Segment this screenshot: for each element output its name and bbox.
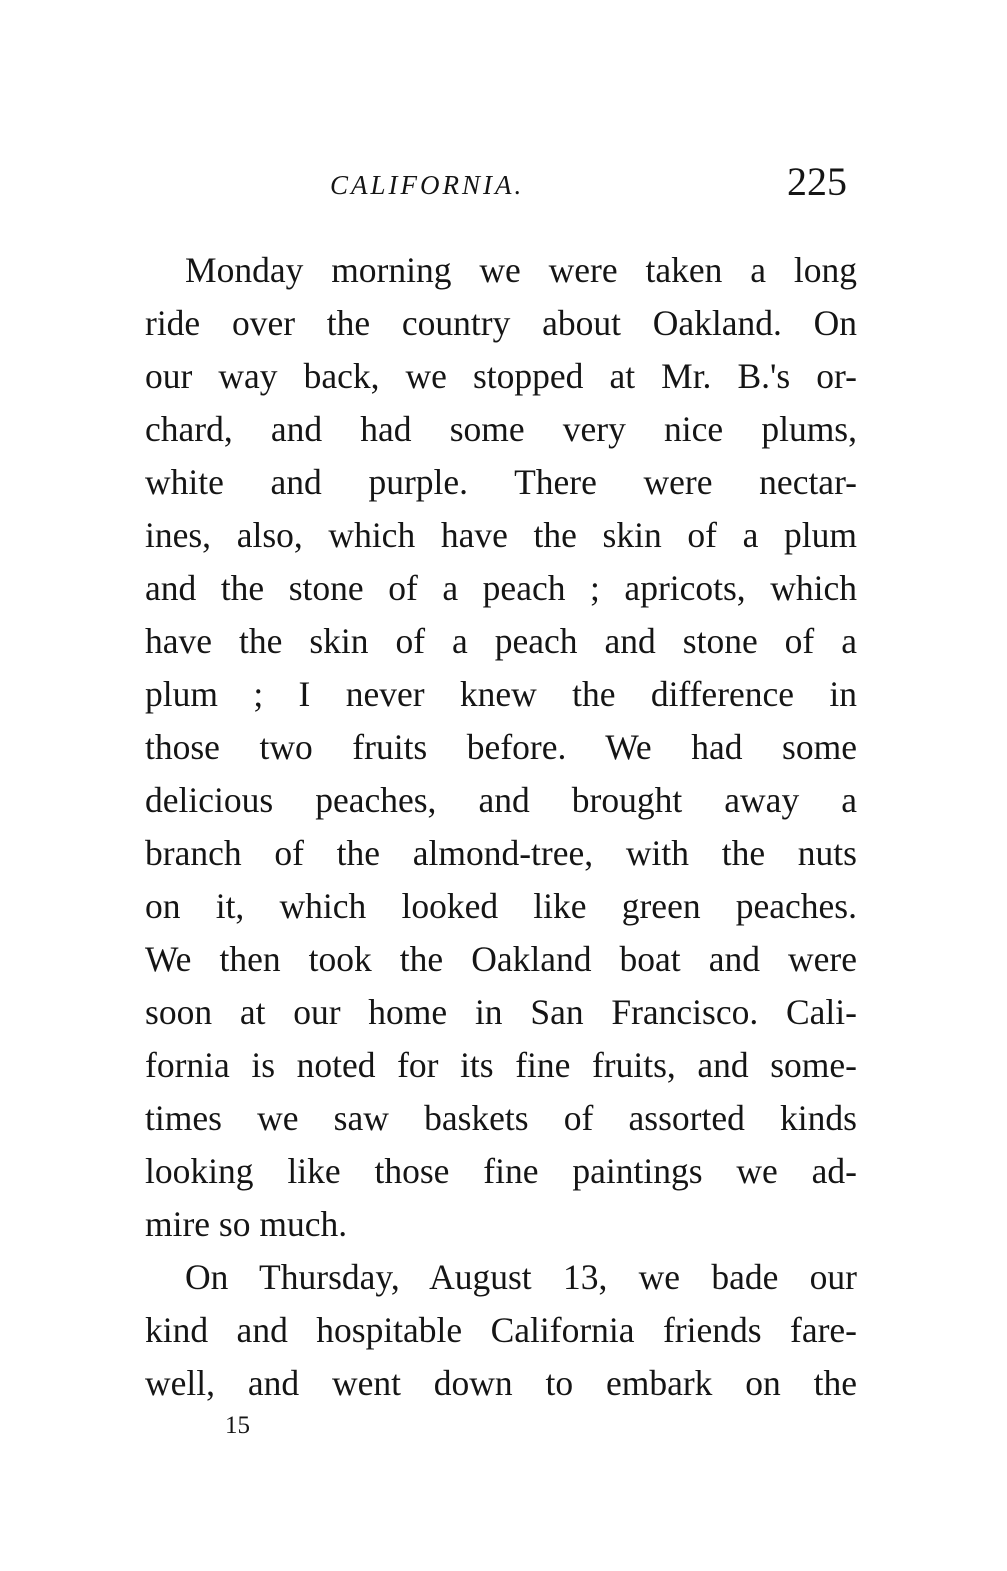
text-line: ride over the country about Oakland. On [145, 303, 857, 343]
text-line: soon at our home in San Francisco. Cali- [145, 992, 857, 1032]
running-title: CALIFORNIA. [330, 170, 525, 200]
text-line: plum ; I never knew the difference in [145, 674, 857, 714]
text-line: kind and hospitable California friends fare- [145, 1310, 857, 1350]
signature-mark: 15 [225, 1412, 250, 1439]
text-line: well, and went down to embark on the [145, 1363, 857, 1403]
text-line: those two fruits before. We had some [145, 727, 857, 767]
text-line: chard, and had some very nice plums, [145, 409, 857, 449]
running-head [0, 160, 1007, 210]
text-line: We then took the Oakland boat and were [145, 939, 857, 979]
paragraph-2 [145, 1251, 857, 1410]
text-line: fornia is noted for its fine fruits, and some- [145, 1045, 857, 1085]
text-line: on it, which looked like green peaches. [145, 886, 857, 926]
text-line: looking like those fine paintings we ad- [145, 1151, 857, 1191]
paragraph-1 [145, 244, 857, 1251]
text-line: times we saw baskets of assorted kinds [145, 1098, 857, 1138]
text-line: ines, also, which have the skin of a plum [145, 515, 857, 555]
text-line: white and purple. There were nectar- [145, 462, 857, 502]
text-line: our way back, we stopped at Mr. B.'s or- [145, 356, 857, 396]
text-line: and the stone of a peach ; apricots, which [145, 568, 857, 608]
text-line: On Thursday, August 13, we bade our [185, 1257, 857, 1297]
text-line: delicious peaches, and brought away a [145, 780, 857, 820]
page-number: 225 [787, 159, 847, 204]
body-text [145, 244, 857, 1410]
text-line: mire so much. [145, 1204, 348, 1244]
text-line: branch of the almond-tree, with the nuts [145, 833, 857, 873]
text-line: have the skin of a peach and stone of a [145, 621, 857, 661]
text-line: Monday morning we were taken a long [185, 250, 857, 290]
